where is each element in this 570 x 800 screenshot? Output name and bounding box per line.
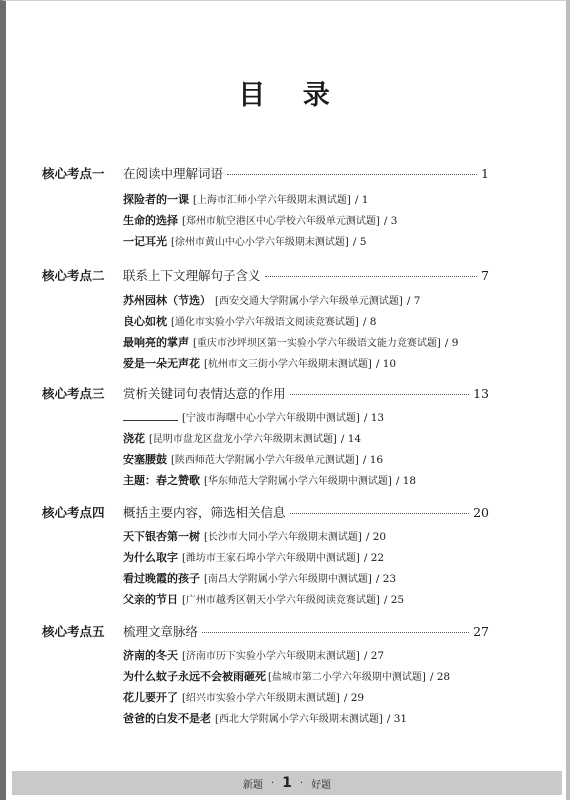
topic-page: 27 — [473, 624, 489, 639]
entry-source: [陕西师范大学附属小学六年级单元测试题] — [171, 455, 359, 466]
toc-entry — [123, 451, 503, 467]
section-label: 核心考点四 — [42, 505, 105, 520]
dot-leader — [265, 276, 478, 277]
entry-source: [杭州市文三街小学六年级期末测试题] — [204, 359, 372, 370]
entry-page: / 1 — [354, 194, 369, 206]
entry-page: / 20 — [365, 531, 387, 543]
footer-separator: · — [270, 777, 275, 789]
toc-entry — [123, 710, 503, 726]
entry-title: 为什么取字 — [123, 551, 178, 564]
entry-source: [潍坊市王家石埠小学六年级期中测试题] — [182, 553, 360, 564]
entry-source: [上海市汇师小学六年级期末测试题] — [193, 195, 351, 206]
entry-page: / 29 — [343, 692, 365, 704]
page-title: 目 录 — [238, 80, 344, 111]
entry-page: / 28 — [429, 671, 451, 683]
topic-line — [123, 384, 489, 402]
entry-source: [西北大学附属小学六年级期末测试题] — [215, 714, 383, 725]
entry-title: 爸爸的白发不是老 — [123, 712, 211, 725]
entry-source: [西安交通大学附属小学六年级单元测试题] — [215, 296, 403, 307]
topic-title: 梳理文章脉络 — [123, 624, 199, 639]
entry-page: / 10 — [375, 358, 397, 370]
section-label: 核心考点五 — [42, 624, 105, 639]
toc-entry — [123, 528, 503, 544]
entry-page: / 3 — [383, 215, 398, 227]
entry-title: 花儿要开了 — [123, 691, 178, 704]
entry-source: [南昌大学附属小学六年级期中测试题] — [204, 574, 372, 585]
entry-title: 浇花 — [123, 432, 145, 445]
entry-source: [通化市实验小学六年级语文阅读竞赛试题] — [171, 317, 359, 328]
topic-line — [123, 164, 489, 182]
entry-title: 天下银杏第一树 — [123, 530, 200, 543]
toc-entry — [123, 647, 503, 663]
entry-title: 为什么蚊子永远不会被雨砸死 — [123, 670, 266, 683]
toc-entry — [123, 355, 503, 371]
entry-source: [长沙市大同小学六年级期末测试题] — [204, 532, 362, 543]
topic-title: 联系上下文理解句子含义 — [123, 268, 261, 283]
topic-page: 7 — [481, 268, 489, 283]
entry-source: [徐州市黄山中心小学六年级期末测试题] — [171, 237, 349, 248]
toc-entry — [123, 191, 503, 207]
blank-title-line — [123, 410, 178, 421]
entry-title: 探险者的一课 — [123, 193, 189, 206]
entry-title: 最响亮的掌声 — [123, 336, 189, 349]
page-number: 1 — [282, 775, 292, 791]
entry-title: 良心如枕 — [123, 315, 167, 328]
toc-entry — [123, 334, 503, 350]
dot-leader — [290, 513, 470, 514]
entry-page: / 9 — [444, 337, 459, 349]
page-footer — [12, 771, 562, 795]
entry-page: / 25 — [383, 594, 405, 606]
entry-title: 爱是一朵无声花 — [123, 357, 200, 370]
entry-page: / 27 — [363, 650, 385, 662]
toc-entry — [123, 689, 503, 705]
entry-title: 济南的冬天 — [123, 649, 178, 662]
footer-separator: · — [299, 777, 304, 789]
entry-page: / 18 — [395, 475, 417, 487]
topic-title: 在阅读中理解词语 — [123, 166, 224, 181]
entry-page: / 31 — [386, 713, 408, 725]
footer-right-text: 好题 — [311, 779, 332, 791]
entry-page: / 14 — [340, 433, 362, 445]
topic-title: 概括主要内容，筛选相关信息 — [123, 505, 286, 520]
dot-leader — [227, 174, 477, 175]
toc-entry — [123, 430, 503, 446]
entry-page: / 22 — [363, 552, 385, 564]
toc-entry — [123, 292, 503, 308]
entry-source: [重庆市沙坪坝区第一实验小学六年级语文能力竞赛试题] — [193, 338, 441, 349]
section-label: 核心考点三 — [42, 386, 105, 401]
entry-source: [宁波市海曙中心小学六年级期中测试题] — [182, 413, 360, 424]
entry-page: / 13 — [363, 412, 385, 424]
toc-entry — [123, 549, 503, 565]
entry-title: 父亲的节日 — [123, 593, 178, 606]
entry-source: [广州市越秀区朝天小学六年级阅读竞赛试题] — [182, 595, 380, 606]
toc-entry — [123, 570, 503, 586]
topic-page: 20 — [473, 505, 489, 520]
entry-page: / 7 — [406, 295, 421, 307]
toc-entry — [123, 409, 503, 424]
topic-page: 1 — [481, 166, 489, 181]
entry-source: [济南市历下实验小学六年级期末测试题] — [182, 651, 360, 662]
toc-entry — [123, 472, 503, 488]
entry-title: 看过晚霞的孩子 — [123, 572, 200, 585]
entry-page: / 23 — [375, 573, 397, 585]
entry-page: / 8 — [362, 316, 377, 328]
toc-entry — [123, 591, 503, 607]
topic-title: 赏析关键词句表情达意的作用 — [123, 386, 286, 401]
entry-source: [华东师范大学附属小学六年级期中测试题] — [204, 476, 392, 487]
entry-title: 生命的选择 — [123, 214, 178, 227]
section-label: 核心考点一 — [42, 166, 105, 181]
section-label: 核心考点二 — [42, 268, 105, 283]
entry-source: [郑州市航空港区中心学校六年级单元测试题] — [182, 216, 380, 227]
topic-line — [123, 266, 489, 284]
entry-page: / 5 — [352, 236, 367, 248]
dot-leader — [202, 632, 469, 633]
entry-source: [盐城市第二小学六年级期中测试题] — [268, 672, 426, 683]
toc-entry — [123, 212, 503, 228]
entry-source: [昆明市盘龙区盘龙小学六年级期末测试题] — [149, 434, 337, 445]
entry-title: 苏州园林（节选） — [123, 294, 211, 307]
entry-title: 一记耳光 — [123, 235, 167, 248]
entry-title: 安塞腰鼓 — [123, 453, 167, 466]
toc-entry — [123, 313, 503, 329]
topic-line — [123, 503, 489, 521]
topic-page: 13 — [473, 386, 489, 401]
entry-page: / 16 — [362, 454, 384, 466]
entry-title: 主题：春之赞歌 — [123, 474, 200, 487]
entry-source: [绍兴市实验小学六年级期末测试题] — [182, 693, 340, 704]
toc-entry — [123, 668, 503, 684]
topic-line — [123, 622, 489, 640]
footer-left-text: 新题 — [242, 779, 263, 791]
toc-entry — [123, 233, 503, 249]
dot-leader — [290, 394, 470, 395]
